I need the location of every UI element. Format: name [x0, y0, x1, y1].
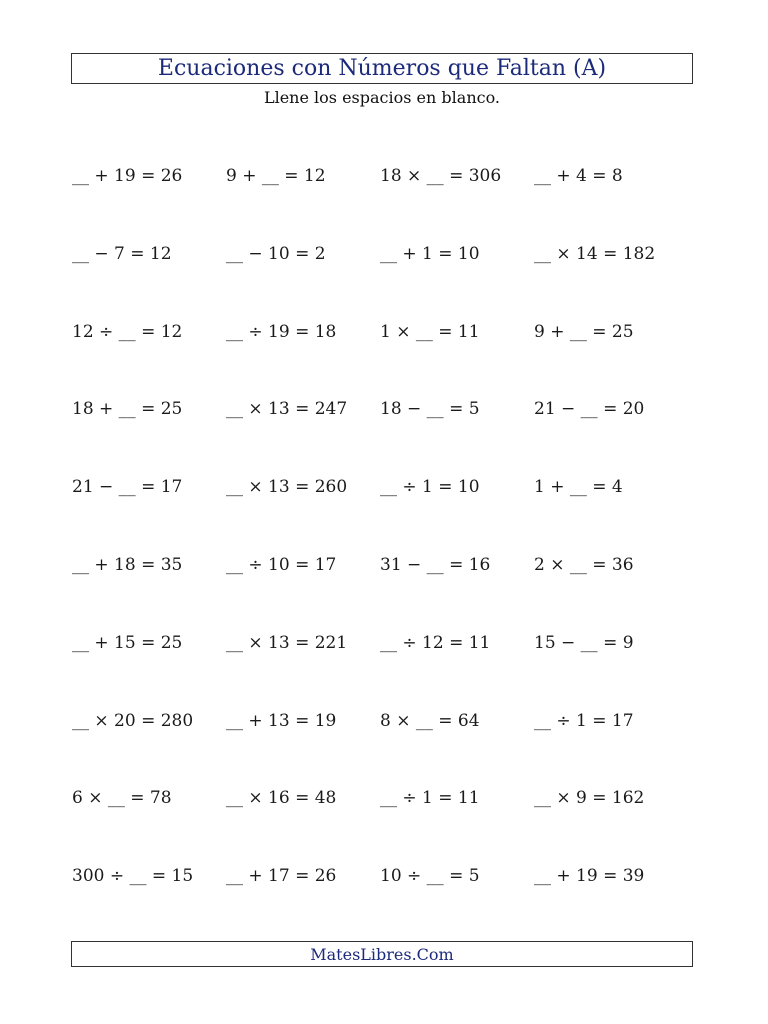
problem-item: __ × 20 = 280 — [72, 710, 194, 731]
problem-item: 18 + __ = 25 — [72, 399, 183, 420]
problem-row — [72, 316, 692, 394]
problem-item: __ ÷ 12 = 11 — [380, 632, 491, 653]
problem-item: 2 × __ = 36 — [534, 554, 634, 575]
problem-item: __ − 10 = 2 — [226, 243, 326, 264]
problem-item: 6 × __ = 78 — [72, 788, 172, 809]
worksheet-title: Ecuaciones con Números que Faltan (A) — [157, 56, 607, 81]
problem-item: 1 + __ = 4 — [534, 477, 623, 498]
problem-item: 31 − __ = 16 — [380, 554, 491, 575]
problem-item: __ + 18 = 35 — [72, 554, 183, 575]
problem-item: 300 ÷ __ = 15 — [72, 866, 194, 887]
problem-row — [72, 860, 692, 938]
problem-item: __ ÷ 19 = 18 — [226, 321, 337, 342]
problem-item: __ + 1 = 10 — [380, 243, 480, 264]
problem-item: 1 × __ = 11 — [380, 321, 480, 342]
problem-item: __ + 15 = 25 — [72, 632, 183, 653]
problem-item: __ + 19 = 39 — [534, 866, 645, 887]
problem-row — [72, 627, 692, 705]
problem-row — [72, 549, 692, 627]
problem-row — [72, 705, 692, 783]
problem-item: __ × 16 = 48 — [226, 788, 337, 809]
problem-item: __ + 19 = 26 — [72, 166, 183, 186]
problem-grid — [72, 160, 692, 938]
problem-item: __ + 4 = 8 — [534, 166, 623, 186]
problem-item: 8 × __ = 64 — [380, 710, 480, 731]
problem-row — [72, 471, 692, 549]
title-box — [71, 53, 693, 84]
problem-row — [72, 160, 692, 238]
problem-item: __ + 17 = 26 — [226, 866, 337, 887]
problem-item: 9 + __ = 12 — [226, 166, 326, 186]
problem-item: 21 − __ = 20 — [534, 399, 645, 420]
problem-row — [72, 238, 692, 316]
problem-item: 10 ÷ __ = 5 — [380, 866, 480, 887]
problem-row — [72, 393, 692, 471]
problem-item: 18 − __ = 5 — [380, 399, 480, 420]
problem-item: __ × 14 = 182 — [534, 243, 656, 264]
problem-item: __ × 13 = 221 — [226, 632, 348, 653]
problem-item: 9 + __ = 25 — [534, 321, 634, 342]
footer-box — [71, 941, 693, 967]
problem-item: 21 − __ = 17 — [72, 477, 183, 498]
problem-item: 18 × __ = 306 — [380, 166, 502, 186]
problem-item: __ ÷ 1 = 10 — [380, 477, 480, 498]
problem-item: __ × 13 = 260 — [226, 477, 348, 498]
problem-item: __ − 7 = 12 — [72, 243, 172, 264]
site-link[interactable]: MatesLibres.Com — [310, 944, 454, 964]
problem-item: __ ÷ 1 = 11 — [380, 788, 480, 809]
problem-item: __ × 13 = 247 — [226, 399, 348, 420]
problem-item: __ × 9 = 162 — [534, 788, 645, 809]
problem-item: 15 − __ = 9 — [534, 632, 634, 653]
problem-row — [72, 782, 692, 860]
problem-item: __ ÷ 1 = 17 — [534, 710, 634, 731]
problem-item: 12 ÷ __ = 12 — [72, 321, 183, 342]
instructions: Llene los espacios en blanco. — [263, 88, 501, 107]
problem-item: __ ÷ 10 = 17 — [226, 554, 337, 575]
problem-item: __ + 13 = 19 — [226, 710, 337, 731]
